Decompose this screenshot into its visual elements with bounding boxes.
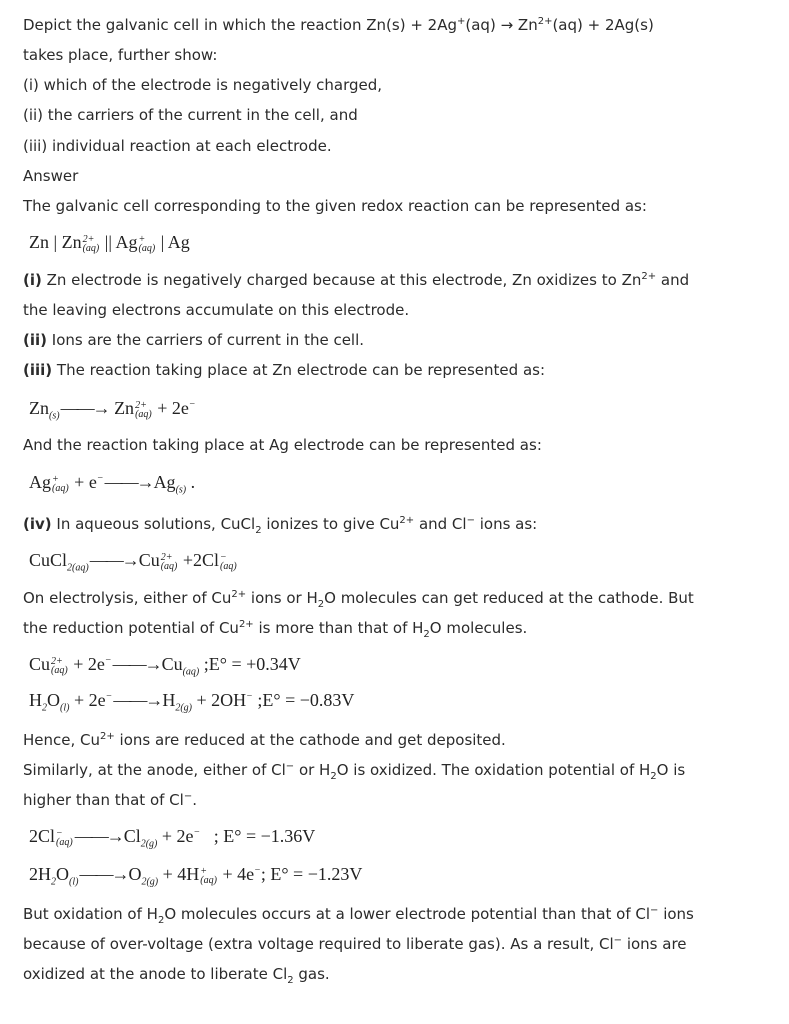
similarly-line-2: higher than that of Cl−. — [23, 791, 197, 809]
h2o-oxidation-equation: $2H_2O_{(l)}——\to O_{2(g)} + 4H$ + (aq) + 4e−; E° = −1.23V — [29, 864, 363, 888]
cl-oxidation-equation: 2Cl − (aq) $——\to Cl_{2(g)} + 2e^-$ ; E° = −1.36V — [29, 826, 316, 850]
final-line-2: because of over-voltage (extra voltage required to liberate gas). As a result, Cl− ions are — [23, 935, 687, 953]
zn-oxidation-equation: $Zn_{(s)}——\to Zn$ 2+ (aq) + 2e− — [29, 398, 196, 422]
answer-part-i-line-1: (i) Zn electrode is negatively charged because at this electrode, Zn oxidizes to $Zn^{2+}$ and — [23, 271, 690, 289]
answer-part-iii: (iii) The reaction taking place at Zn electrode can be represented as: — [23, 361, 546, 379]
question-part-i: (i) which of the electrode is negatively charged, — [23, 76, 383, 94]
cell-notation-equation: Zn | Zn 2+ (aq) || Ag + (aq) | Ag — [29, 232, 190, 254]
cell-intro: The galvanic cell corresponding to the given redox reaction can be represented as: — [23, 197, 647, 215]
answer-part-ii: (ii) Ions are the carriers of current in the cell. — [23, 331, 365, 349]
final-line-1: But oxidation of $H_2O$ molecules occurs at a lower electrode potential than that of Cl− ions — [23, 905, 694, 926]
electrolysis-line-2: the reduction potential of $Cu^{2+}$ is more than that of $H_2O$ molecules. — [23, 619, 528, 640]
final-line-3: oxidized at the anode to liberate $Cl_2$ gas. — [23, 965, 330, 986]
ag-intro: And the reaction taking place at Ag electrode can be represented as: — [23, 436, 542, 454]
cu-reduction-equation: Cu 2+ (aq) + $2e^-——\to Cu_{(aq)}$ ;E° = +0.34V — [29, 654, 301, 678]
question-line-1: Depict the galvanic cell in which the reaction $Zn(s) + 2Ag^+(aq) \to Zn^{2+}(aq) + 2Ag(s)$ — [23, 16, 654, 34]
electrolysis-line-1: On electrolysis, either of $Cu^{2+}$ ions or $H_2O$ molecules can get reduced at the cathode. But — [23, 589, 694, 610]
answer-label: Answer — [23, 167, 79, 185]
similarly-line-1: Similarly, at the anode, either of Cl− or $H_2O$ is oxidized. The oxidation potential of $H_2O$ is — [23, 761, 686, 782]
hence-line: Hence, $Cu^{2+}$ ions are reduced at the cathode and get deposited. — [23, 731, 506, 749]
answer-part-i-line-2: the leaving electrons accumulate on this electrode. — [23, 301, 410, 319]
answer-part-iv: (iv) In aqueous solutions, CuCl$_2$ ionizes to give $Cu^{2+}$ and Cl− ions as: — [23, 515, 538, 536]
ag-reduction-equation: Ag + (aq) + $e^-——\to Ag_{(s)}$ . — [29, 472, 196, 496]
question-part-iii: (iii) individual reaction at each electrode. — [23, 137, 332, 155]
h2o-reduction-equation: $H_2O_{(l)}$ + $2e^-——\to H_{2(g)} + 2OH^-$ ;E° = −0.83V — [29, 690, 355, 714]
question-part-ii: (ii) the carriers of the current in the cell, and — [23, 106, 358, 124]
cucl2-ionization-equation: CuCl$_{2(aq)}$——→Cu 2+ (aq) +2Cl − (aq) — [29, 550, 237, 574]
question-line-2: takes place, further show: — [23, 46, 218, 64]
